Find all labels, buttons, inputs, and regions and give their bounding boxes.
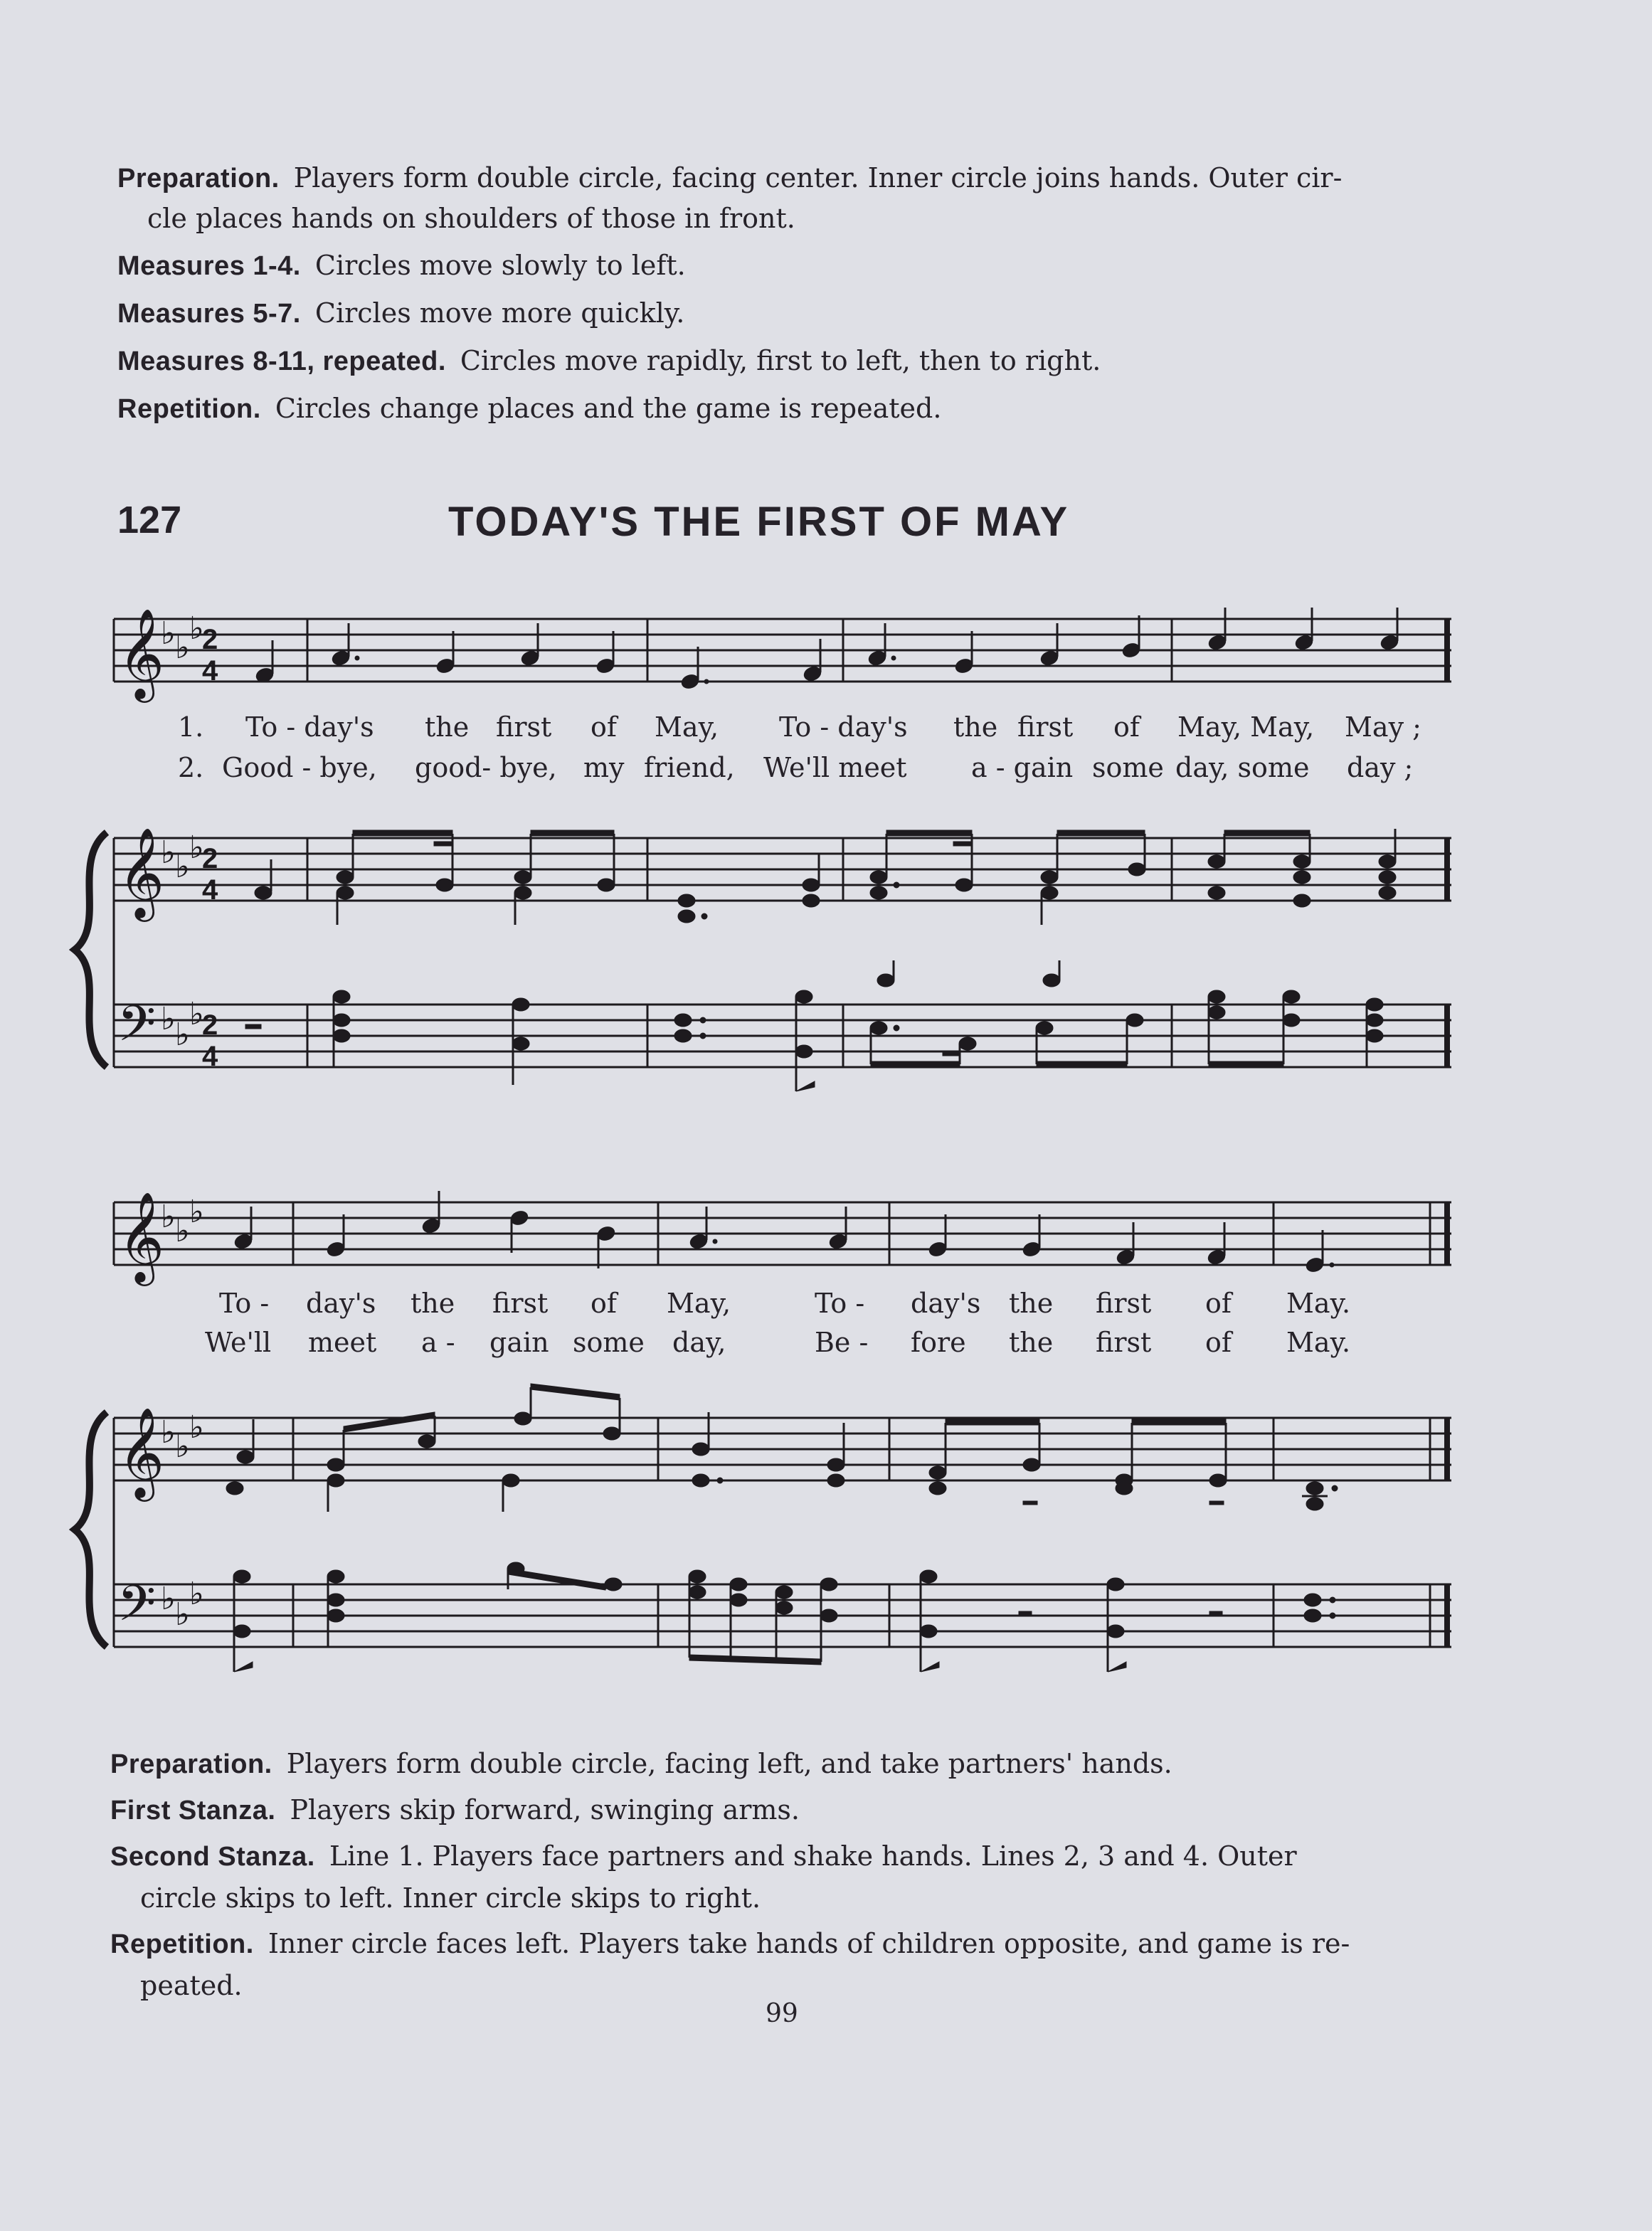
- lyric-syllable: of: [591, 1288, 617, 1319]
- lyric-syllable: May, May,: [1177, 711, 1315, 743]
- flat-icon: ♭: [175, 1429, 190, 1465]
- instruction-text: Players form double circle, facing left, and take partners' hands.: [286, 1748, 1172, 1779]
- instruction-label: Preparation.: [117, 164, 280, 194]
- lyric-syllable: Good - bye,: [222, 752, 377, 783]
- lyric-syllable: the: [1009, 1288, 1054, 1319]
- flat-icon: ♭: [175, 849, 190, 885]
- lyric-syllable: some: [573, 1327, 645, 1358]
- lyric-syllable: the: [411, 1288, 455, 1319]
- instruction-continuation: circle skips to left. Inner circle skips to right.: [140, 1882, 761, 1914]
- lyric-syllable: a - gain: [971, 752, 1074, 783]
- lyric-syllable: my: [583, 752, 625, 783]
- lyric-syllable: friend,: [644, 752, 735, 783]
- lyric-syllable: May,: [667, 1288, 731, 1319]
- lyric-syllable: 1.: [178, 711, 204, 743]
- instruction-first-stanza: [110, 1789, 1462, 1831]
- lyric-syllable: day's: [306, 1288, 376, 1319]
- lyric-syllable: of: [1205, 1327, 1232, 1358]
- bottom-instructions: [110, 1743, 1462, 2006]
- bass-clef-icon: 𝄢: [117, 1574, 157, 1644]
- lyric-syllable: first: [492, 1288, 549, 1319]
- treble-clef-icon: 𝄞: [118, 1191, 165, 1282]
- lyric-syllable: Be -: [815, 1327, 869, 1358]
- lyric-syllable: fore: [911, 1327, 966, 1358]
- time-signature-bottom: 4: [202, 1041, 218, 1072]
- instruction-label: Second Stanza.: [110, 1842, 315, 1872]
- lyric-syllable: of: [1205, 1288, 1232, 1319]
- flat-icon: ♭: [161, 1581, 176, 1617]
- lyric-syllable: first: [1096, 1327, 1152, 1358]
- lyric-syllable: We'll: [205, 1327, 272, 1358]
- voice-staff-1: [114, 619, 1451, 682]
- rest-icon: [1019, 1611, 1032, 1615]
- instruction-text: Players skip forward, swinging arms.: [290, 1794, 800, 1825]
- flat-icon: ♭: [175, 630, 190, 666]
- treble-clef-icon: 𝄞: [118, 827, 165, 918]
- lyric-syllable: meet: [308, 1327, 377, 1358]
- rest-icon: [245, 1024, 261, 1029]
- flat-icon: ♭: [175, 1596, 190, 1633]
- instruction-second-stanza: [110, 1835, 1462, 1919]
- instruction-preparation: [110, 1743, 1462, 1785]
- song-title: TODAY'S THE FIRST OF MAY: [448, 499, 1070, 545]
- lyric-syllable: To - day's: [779, 711, 908, 743]
- flat-icon: ♭: [161, 834, 176, 871]
- instruction-label: Repetition.: [110, 1929, 254, 1959]
- lyric-syllable: the: [1009, 1327, 1054, 1358]
- lyric-syllable: day, some: [1175, 752, 1310, 783]
- instruction-text: Circles move slowly to left.: [314, 250, 686, 281]
- treble-clef-icon: 𝄞: [118, 1406, 165, 1498]
- song-number: 127: [117, 499, 182, 541]
- lyric-syllable: To -: [815, 1288, 865, 1319]
- instruction-continuation: cle places hands on shoulders of those in front.: [147, 203, 795, 234]
- piano-bass-notes-system-2: [233, 1562, 1335, 1672]
- flat-icon: ♭: [189, 1409, 204, 1446]
- flat-icon: ♭: [161, 1414, 176, 1451]
- instruction-label: Repetition.: [117, 394, 261, 424]
- lyric-syllable: May.: [1286, 1327, 1351, 1358]
- lyric-syllable: the: [425, 711, 470, 743]
- lyric-syllable: 2.: [178, 752, 204, 783]
- lyrics-system-1: [178, 711, 1421, 783]
- flat-icon: ♭: [161, 1001, 176, 1037]
- lyric-syllable: day ;: [1347, 752, 1414, 783]
- flat-icon: ♭: [175, 1017, 190, 1053]
- instruction-text: Circles move more quickly.: [314, 297, 685, 329]
- flat-icon: ♭: [189, 830, 204, 866]
- piano-treble-staff-1: [114, 838, 1451, 1067]
- lyric-syllable: some: [1092, 752, 1164, 783]
- piano-brace-icon: [75, 1412, 107, 1647]
- lyric-syllable: To -: [219, 1288, 270, 1319]
- instruction-text: Inner circle faces left. Players take hands of children opposite, and game is re-: [268, 1928, 1350, 1959]
- flat-icon: ♭: [189, 610, 204, 647]
- lyric-syllable: good- bye,: [415, 752, 557, 783]
- flat-icon: ♭: [175, 1213, 190, 1249]
- flat-icon: ♭: [189, 996, 204, 1032]
- instruction-text: Circles move rapidly, first to left, then to right.: [460, 345, 1101, 376]
- time-signature-top: 2: [202, 1009, 218, 1041]
- rest-icon: [1209, 1501, 1224, 1505]
- lyric-syllable: first: [1017, 711, 1074, 743]
- instruction-label: Measures 1-4.: [117, 251, 301, 281]
- instruction-text: Circles change places and the game is repeated.: [275, 393, 942, 424]
- lyric-syllable: May,: [655, 711, 719, 743]
- rest-icon: [1023, 1501, 1037, 1505]
- time-signature-top: 2: [202, 843, 218, 874]
- rest-icon: [1209, 1611, 1222, 1615]
- music-notation: [75, 608, 1451, 1672]
- piano-treble-notes-system-1: [255, 829, 1396, 925]
- lyric-syllable: gain: [489, 1327, 549, 1358]
- piano-bass-notes-system-1: [245, 960, 1383, 1091]
- time-signature-bottom: 4: [202, 874, 218, 906]
- instruction-continuation: peated.: [140, 1970, 243, 2001]
- lyric-syllable: May ;: [1345, 711, 1421, 743]
- lyric-syllable: May.: [1286, 1288, 1351, 1319]
- flat-icon: ♭: [161, 1199, 176, 1235]
- lyric-syllable: first: [496, 711, 552, 743]
- flat-icon: ♭: [189, 1576, 204, 1612]
- flat-icon: ♭: [189, 1194, 204, 1230]
- instruction-label: Measures 8-11, repeated.: [117, 346, 446, 376]
- lyrics-system-2: [205, 1288, 1350, 1358]
- bass-clef-icon: 𝄢: [117, 995, 157, 1064]
- instruction-label: Preparation.: [110, 1749, 272, 1779]
- page-number: 99: [766, 1999, 798, 2028]
- piano-bass-staff-1: [114, 1005, 1451, 1067]
- instruction-text: Players form double circle, facing center. Inner circle joins hands. Outer cir-: [293, 162, 1343, 194]
- lyric-syllable: of: [591, 711, 617, 743]
- instruction-repetition: [110, 1923, 1462, 2006]
- lyric-syllable: first: [1096, 1288, 1152, 1319]
- treble-clef-icon: 𝄞: [118, 608, 165, 699]
- lyric-syllable: of: [1113, 711, 1140, 743]
- lyric-syllable: a -: [421, 1327, 455, 1358]
- lyric-syllable: day's: [911, 1288, 981, 1319]
- instruction-label: First Stanza.: [110, 1796, 276, 1825]
- instruction-label: Measures 5-7.: [117, 299, 301, 329]
- time-signature-top: 2: [202, 624, 218, 655]
- piano-brace-icon: [75, 832, 107, 1067]
- flat-icon: ♭: [161, 615, 176, 652]
- lyric-syllable: the: [953, 711, 998, 743]
- voice-staff-2: [114, 1202, 1451, 1265]
- lyric-syllable: day,: [672, 1327, 726, 1358]
- time-signature-bottom: 4: [202, 655, 218, 687]
- piano-treble-notes-system-2: [226, 1384, 1338, 1512]
- instruction-text: Line 1. Players face partners and shake hands. Lines 2, 3 and 4. Outer: [329, 1840, 1297, 1872]
- lyric-syllable: We'll meet: [763, 752, 907, 783]
- lyric-syllable: To - day's: [245, 711, 374, 743]
